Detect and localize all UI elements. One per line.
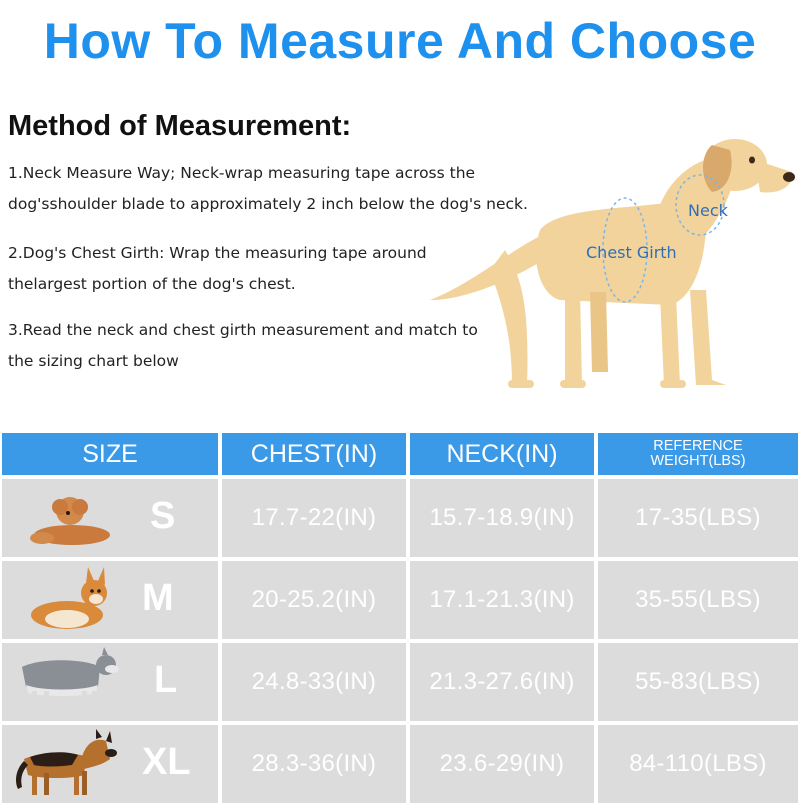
step-text-line: the sizing chart below: [8, 352, 179, 370]
chest-cell: [222, 725, 406, 803]
neck-cell: [410, 561, 594, 639]
size-cell: [2, 479, 218, 557]
size-cell: [2, 643, 218, 721]
size-letter: XL: [142, 741, 191, 783]
size-cell: [2, 561, 218, 639]
chest-cell: [222, 643, 406, 721]
chest-value: 17.7-22(IN): [251, 504, 377, 531]
chest-value: 20-25.2(IN): [251, 586, 377, 613]
weight-cell: [598, 561, 798, 639]
header-weight: [598, 433, 798, 475]
weight-cell: [598, 725, 798, 803]
header-weight-line1: REFERENCE: [653, 438, 743, 454]
chest-cell: [222, 479, 406, 557]
header-size: [2, 433, 218, 475]
chest-value: 28.3-36(IN): [251, 750, 377, 777]
poodle-icon: [12, 483, 122, 553]
header-neck: [410, 433, 594, 475]
table-row: [0, 725, 800, 803]
header-size-label: SIZE: [82, 439, 138, 468]
neck-cell: [410, 725, 594, 803]
size-letter: S: [150, 495, 176, 537]
chest-value: 24.8-33(IN): [251, 668, 377, 695]
step-text-line: 2.Dog's Chest Girth: Wrap the measuring tape around: [8, 244, 427, 262]
step-text-line: thelargest portion of the dog's chest.: [8, 275, 296, 293]
header-weight-line2: WEIGHT(LBS): [650, 453, 746, 469]
chest-cell: [222, 561, 406, 639]
corgi-icon: [12, 565, 122, 635]
husky-icon: [12, 647, 122, 717]
table-row: [0, 479, 800, 557]
weight-value: 35-55(LBS): [635, 586, 761, 613]
weight-cell: [598, 643, 798, 721]
step-text-line: 1.Neck Measure Way; Neck-wrap measuring tape across the: [8, 164, 476, 182]
table-row: [0, 643, 800, 721]
size-cell: [2, 725, 218, 803]
chest-girth-label: Chest Girth: [586, 243, 677, 262]
size-letter: M: [142, 577, 174, 619]
neck-value: 21.3-27.6(IN): [429, 668, 575, 695]
neck-label: Neck: [688, 201, 728, 220]
header-chest-label: CHEST(IN): [250, 439, 378, 468]
step-text-line: 3.Read the neck and chest girth measurement and match to: [8, 321, 478, 339]
neck-value: 23.6-29(IN): [439, 750, 565, 777]
step-text-line: dog'sshoulder blade to approximately 2 inch below the dog's neck.: [8, 195, 528, 213]
weight-value: 84-110(LBS): [629, 750, 767, 777]
german-shepherd-icon: [12, 729, 122, 799]
neck-value: 15.7-18.9(IN): [429, 504, 575, 531]
neck-value: 17.1-21.3(IN): [429, 586, 575, 613]
header-chest: [222, 433, 406, 475]
weight-value: 17-35(LBS): [635, 504, 761, 531]
header-neck-label: NECK(IN): [446, 439, 558, 468]
table-row: [0, 561, 800, 639]
neck-cell: [410, 479, 594, 557]
weight-value: 55-83(LBS): [635, 668, 761, 695]
size-letter: L: [154, 659, 178, 701]
method-heading: Method of Measurement:: [8, 110, 352, 142]
neck-cell: [410, 643, 594, 721]
page-title: How To Measure And Choose: [43, 13, 757, 69]
size-chart-table: [0, 433, 800, 800]
weight-cell: [598, 479, 798, 557]
